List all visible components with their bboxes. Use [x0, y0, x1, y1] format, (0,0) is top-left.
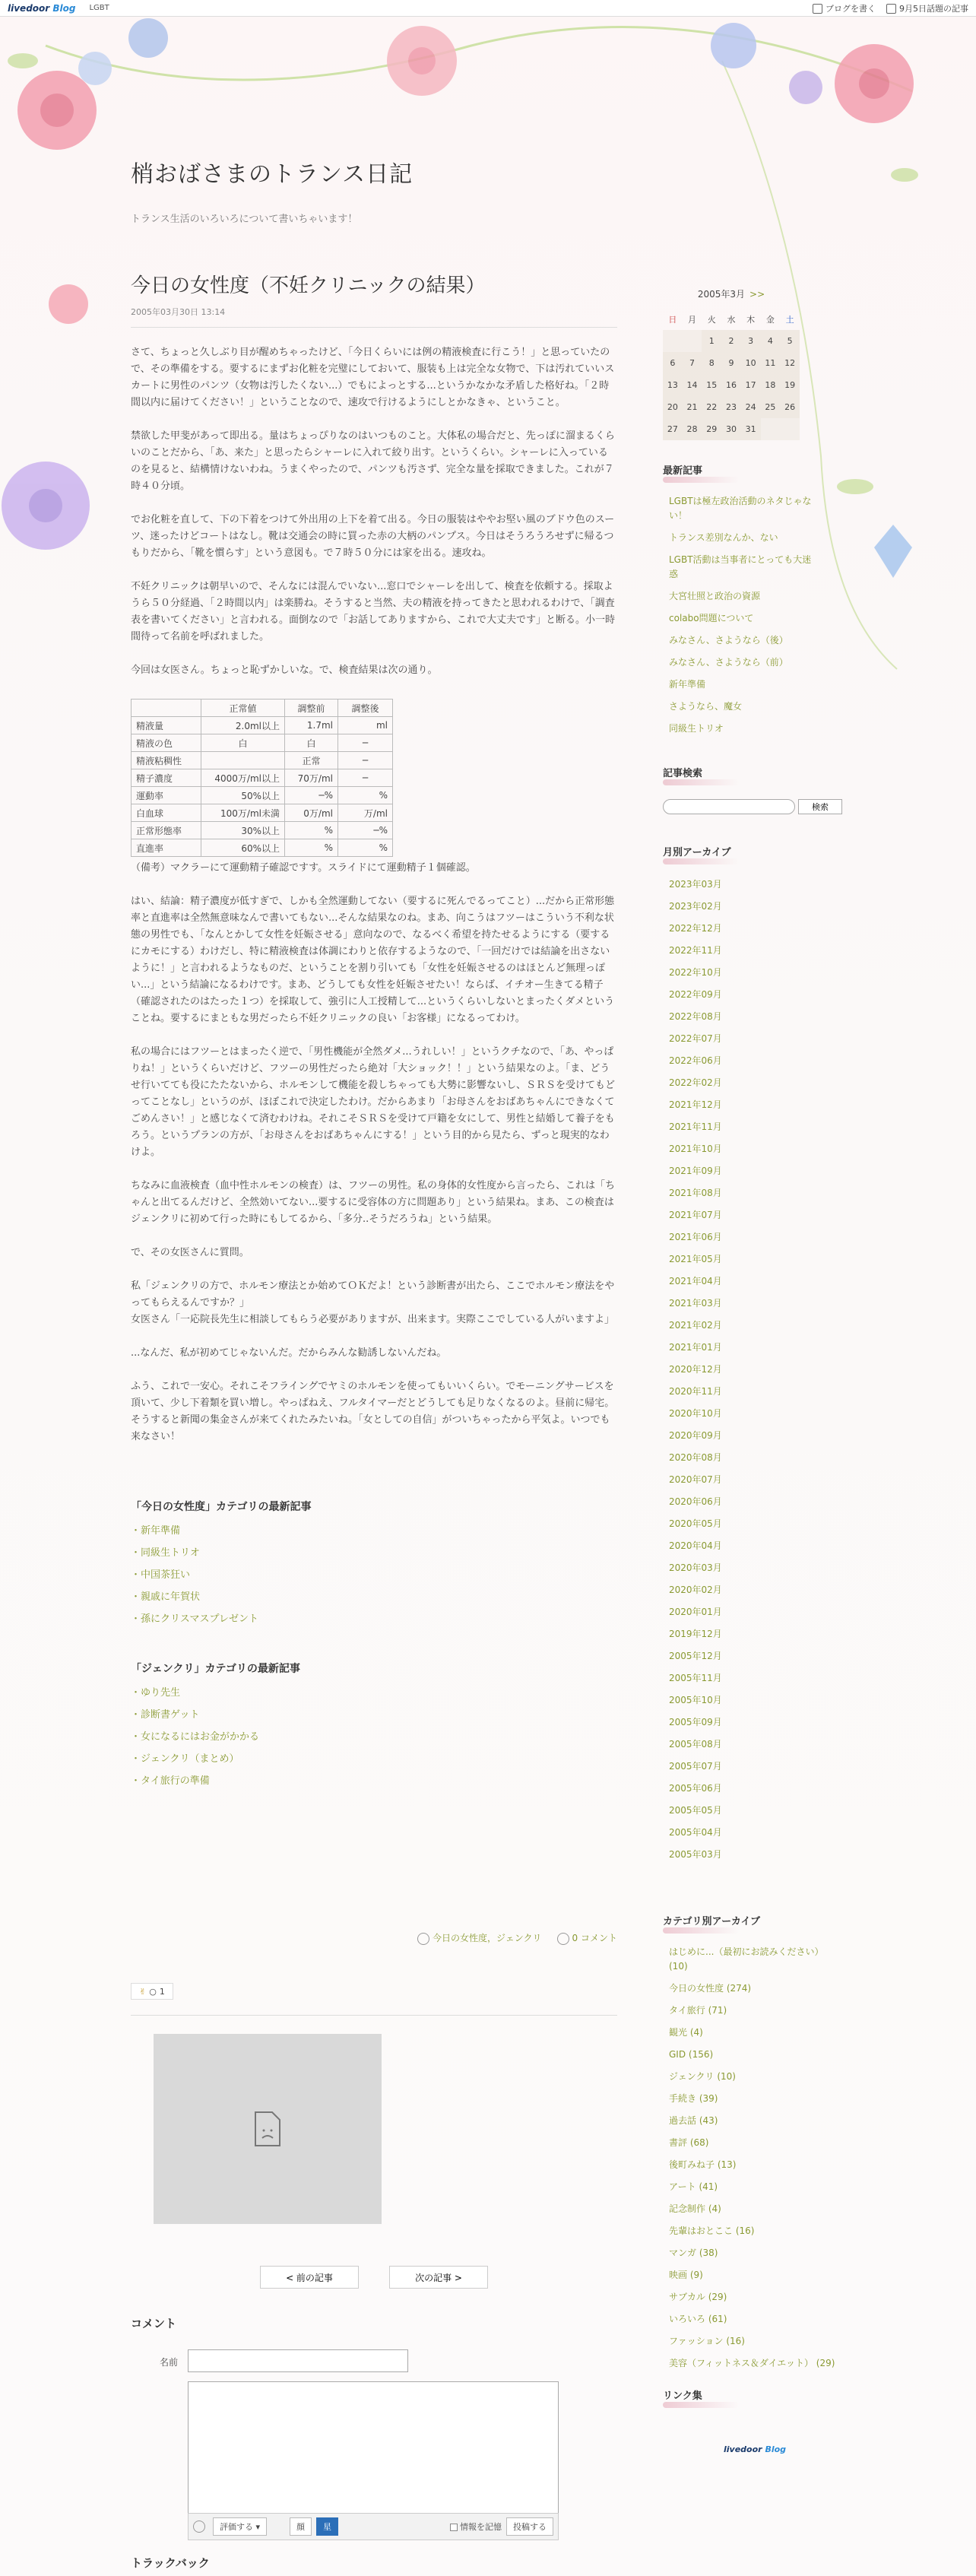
weekday-label: 水 [727, 314, 736, 325]
table-cell: 60%以上 [201, 839, 285, 857]
table-header: 正常値 [201, 700, 285, 717]
calendar-day [761, 418, 781, 440]
result-table [131, 699, 393, 857]
table-row [132, 717, 393, 734]
thumbs-up-icon: ✌ [139, 1986, 147, 1997]
weekday-label: 土 [785, 314, 794, 325]
like-separator: ○ [149, 1986, 157, 1997]
archive-month-link[interactable]: 2020年02月 [669, 1585, 722, 1595]
archive-month-link[interactable]: 2021年12月 [669, 1099, 722, 1110]
archive-month-link[interactable]: 2021年06月 [669, 1232, 722, 1242]
calendar-day: 30 [721, 418, 741, 440]
table-cell: % [285, 822, 338, 839]
calendar-day: 12 [780, 352, 800, 374]
calendar-next-link[interactable]: >> [749, 289, 765, 300]
divider [131, 327, 617, 328]
submit-comment-button[interactable]: 投稿する [506, 2517, 553, 2536]
table-cell: ml [338, 717, 393, 734]
category-archive-widget [663, 1913, 838, 2375]
calendar-widget [663, 287, 800, 440]
paragraph: で、その女医さんに質問。 [131, 1247, 249, 1258]
calendar-day: 19 [780, 374, 800, 396]
folder-icon [417, 1933, 429, 1945]
recent-post-link[interactable]: 新年準備 [669, 679, 706, 690]
category-link[interactable]: 後町みね子 (13) [669, 2159, 737, 2170]
related-heading: 「今日の女性度」カテゴリの最新記事 [131, 1501, 312, 1513]
calendar-day: 27 [663, 418, 683, 440]
category-link[interactable]: タイ旅行 (71) [669, 2005, 727, 2016]
table-header: 調整前 [285, 700, 338, 717]
recent-post-link[interactable]: LGBT活動は当事者にとっても大迷惑 [669, 554, 812, 579]
calendar-day: 24 [741, 396, 761, 418]
rate-dropdown[interactable]: 評価する ▾ [213, 2517, 267, 2536]
category-link[interactable]: マンガ (38) [669, 2248, 718, 2258]
table-cell: 1.7ml [285, 717, 338, 734]
calendar-day: 29 [702, 418, 721, 440]
archive-month-link[interactable]: 2005年06月 [669, 1783, 722, 1794]
search-button[interactable]: 検索 [798, 799, 842, 814]
calendar-day: 18 [761, 374, 781, 396]
post-meta [417, 1931, 617, 1945]
write-blog-link[interactable]: ブログを書く [813, 2, 876, 14]
weekday-label: 火 [707, 314, 716, 325]
related-link[interactable]: ・ 中国茶狂い [131, 1564, 617, 1586]
search-widget [663, 765, 845, 814]
comment-heading: コメント [131, 2317, 177, 2330]
post-body [131, 344, 617, 1445]
archive-month-link[interactable]: 2005年09月 [669, 1717, 722, 1727]
calendar-day: 3 [741, 330, 761, 352]
table-cell: % [338, 839, 393, 857]
calendar-day: 15 [702, 374, 721, 396]
name-input[interactable] [188, 2349, 408, 2372]
archive-month-link[interactable]: 2005年04月 [669, 1827, 722, 1838]
archive-month-link[interactable]: 2021年01月 [669, 1342, 722, 1353]
calendar-grid [663, 308, 800, 440]
calendar-day: 4 [761, 330, 781, 352]
category-link[interactable]: サブカル (29) [669, 2292, 727, 2302]
table-cell: 0万/ml [285, 804, 338, 822]
prev-post-button[interactable]: < 前の記事 [260, 2266, 359, 2289]
archive-month-link[interactable]: 2021年03月 [669, 1298, 722, 1309]
archive-month-link[interactable]: 2020年11月 [669, 1386, 722, 1397]
calendar-day [683, 330, 702, 352]
paragraph: はい、結論：精子濃度が低すぎで、しかも全然運動してない（要するに死んでるってこと）...だから正常形態率と直進率は全然無意味なんで書いてもない...そんな結果なのね。まあ、向こうはフツーはこういう不利な状態の男性でも、「なんとかして女性を妊娠させる」意向なので、なるべく希望を持たせるようにする（要するにカモにする）わけだし、特に精液検査は体調にわりと依存するようなので、「一回だけでは結論を出さないように！」と言われるようなものだ、ということを割り引いても「女性を妊娠させるのはほとんど無理っぽい...」という結論になるわけです。まあ、どうしても女性を妊娠させたい！ならば、イチオー生きてる精子（確認されたのはたった１つ）を採取して、強引に人工授精して...というくらいしないとまったくダメということね。要するにまともな男だったら不妊クリニックの良い「お客様」になるってわけ。 [131, 896, 615, 1024]
archive-month-link[interactable]: 2022年11月 [669, 945, 722, 956]
archive-month-link[interactable]: 2005年05月 [669, 1805, 722, 1816]
archive-month-link[interactable]: 2021年11月 [669, 1121, 722, 1132]
table-cell: 直進率 [132, 839, 201, 857]
weekday-label: 金 [765, 314, 775, 325]
links-widget [663, 2387, 800, 2454]
recent-post-link[interactable]: 大宮壮照と政治の資源 [669, 591, 761, 601]
calendar-day [780, 418, 800, 440]
calendar-day: 2 [721, 330, 741, 352]
table-cell: 白 [201, 734, 285, 752]
category-link[interactable]: ファッション (16) [669, 2336, 745, 2346]
calendar-day: 6 [663, 352, 683, 374]
table-cell: ─% [285, 787, 338, 804]
broken-image-icon [252, 2111, 283, 2147]
paragraph: 不妊クリニックは朝早いので、そんなには混んでいない...窓口でシャーレを出して、検査を依頼する。採取ようら５０分経過、「２時間以内」は楽勝ね。そうすると当然、夫の精液を持ってきたと思われるわけで、「調査表を書いてください」と言われる。面倒なので「お話してありますから、これで大丈夫です」と断る。小一時間待って名前を呼ばれました。 [131, 581, 616, 642]
category-link[interactable]: 今日の女性度，ジェンクリ [417, 1931, 542, 1945]
recent-posts-heading: 最新記事 [663, 462, 815, 481]
category-link[interactable]: 映画 (9) [669, 2270, 703, 2280]
ad-image-placeholder[interactable] [154, 2034, 382, 2224]
comment-textarea[interactable] [188, 2381, 559, 2514]
calendar-day: 10 [741, 352, 761, 374]
archive-heading: 月別アーカイブ [663, 844, 800, 863]
paragraph: 私の場合にはフツーとはまったく逆で、「男性機能が全然ダメ...うれしい！」というクチなので、「あ、やっぱりね！」というくらいだけど、フツーの男性だったら絶対「大ショック！！」という結果なのよ。「ま、どうせ行いてても役にたたないから、ホルモンして機能を殺しちゃっても大勢に影響ないし、ＳＲＳを受けてもどってことなし」というのが、ほぼこれで決定したわけ。だからあまり「お母さんをおばあちゃんにできなくてごめんさい！」と感じなくて済むわけね。それこそＳＲＳを受けて戸籍を女にして、男性と結婚して養子をもろう。というプランの方が、「お母さんをおばあちゃんにする！」という目的から見たら、ずっと現実的なわけよ。 [131, 1046, 616, 1158]
table-cell: 30%以上 [201, 822, 285, 839]
related-link[interactable]: ・ 同級生トリオ [131, 1542, 617, 1564]
archive-month-link[interactable]: 2022年10月 [669, 967, 722, 978]
table-cell: ─% [338, 822, 393, 839]
category-link[interactable]: 過去話 (43) [669, 2115, 718, 2126]
paragraph: ...なんだ、私が初めてじゃないんだ。だからみんな勧誘しないんだね。 [131, 1347, 447, 1359]
table-cell: ─ [338, 769, 393, 787]
paragraph: 私「ジェンクリの方で、ホルモン療法とか始めてＯＫだよ！という診断書が出たら、ここでホルモン療法をやってもらえるんですか？」 女医さん「一応院長先生に相談してもらう必要がありますが、出来ます。実際ここでしている人がいますよ」 [131, 1280, 615, 1325]
related-articles-today [131, 1499, 617, 1630]
table-header: 調整後 [338, 700, 393, 717]
calendar-day: 14 [683, 374, 702, 396]
blog-description: トランス生活のいろいろについて書いちゃいます！ [131, 214, 358, 225]
archive-month-link[interactable]: 2020年10月 [669, 1408, 722, 1419]
paragraph: でお化粧を直して、下の下着をつけて外出用の上下を着て出る。今日の服装はややお堅い風のブドウ色のスーツ、迷ったけどコートはなし。靴は交通会の時に買った赤の大柄のパンプス。今日はそうろうろせずに帰るつもりだから、「靴を慣らす」という意図も。で７時５０分には家を出る。速攻ね。 [131, 514, 615, 559]
archive-month-link[interactable]: 2005年07月 [669, 1761, 722, 1772]
archive-month-link[interactable]: 2023年02月 [669, 901, 722, 912]
table-cell: ─ [338, 752, 393, 769]
calendar-day: 5 [780, 330, 800, 352]
category-link[interactable]: ジェンクリ (10) [669, 2071, 736, 2082]
related-link[interactable]: ・ 孫にクリスマスプレゼント [131, 1608, 617, 1630]
category-link[interactable]: 記念制作 (4) [669, 2203, 721, 2214]
recent-post-link[interactable]: トランス差別なんか、ない [669, 532, 778, 543]
table-cell: 精液量 [132, 717, 201, 734]
calendar-day: 11 [761, 352, 781, 374]
calendar-icon [886, 4, 896, 14]
table-row [132, 787, 393, 804]
recent-post-link[interactable]: LGBTは極左政治活動のネタじゃない！ [669, 496, 812, 521]
emoji-icon[interactable] [193, 2520, 205, 2533]
table-cell: % [285, 839, 338, 857]
table-cell: 精液の色 [132, 734, 201, 752]
comment-icon [557, 1933, 569, 1945]
related-link[interactable]: ・ ゆり先生 [131, 1682, 617, 1704]
paragraph: ふう、これで一安心。それこそフライングでヤミのホルモンを使ってもいいくらい。でモーニングサービスを頂いて、少し下着類を買い増し。やっぱねえ、フルタイマーだとどうしても足りなくなるのよ。昼前に帰宅。そうすると新聞の集金さんが来てくれたみたいね。「女としての自信」がついちゃったから平気よ。いつでも来なさい！ [131, 1381, 615, 1442]
weekday-label: 日 [668, 314, 677, 325]
table-cell: 精液粘稠性 [132, 752, 201, 769]
calendar-day: 1 [702, 330, 721, 352]
table-cell: 4000万/ml以上 [201, 769, 285, 787]
archive-month-link[interactable]: 2021年10月 [669, 1144, 722, 1154]
like-button[interactable] [131, 1983, 173, 2000]
category-link[interactable]: 手続き (39) [669, 2093, 718, 2104]
archive-month-link[interactable]: 2005年10月 [669, 1695, 722, 1705]
archive-month-link[interactable]: 2022年07月 [669, 1033, 722, 1044]
archive-month-link[interactable]: 2022年02月 [669, 1077, 722, 1088]
paragraph: 今回は女医さん。ちょっと恥ずかしいな。で、検査結果は次の通り。 [131, 665, 438, 676]
name-label: 名前 [160, 2357, 179, 2368]
table-row [132, 822, 393, 839]
calendar-day: 7 [683, 352, 702, 374]
calendar-day [663, 330, 683, 352]
remember-checkbox[interactable]: 情報を記憶 [450, 2520, 502, 2533]
checkbox-icon [450, 2524, 458, 2531]
table-note: （備考）マクラーにて運動精子確認ですす。スライドにて運動精子１個確認。 [131, 862, 476, 874]
calendar-day: 20 [663, 396, 683, 418]
table-cell: 70万/ml [285, 769, 338, 787]
table-cell: ─ [338, 734, 393, 752]
calendar-day: 31 [741, 418, 761, 440]
main-column [131, 270, 617, 1792]
face-toggle[interactable]: 顔 [290, 2517, 312, 2536]
archive-month-link[interactable]: 2005年08月 [669, 1739, 722, 1750]
calendar-day: 22 [702, 396, 721, 418]
pencil-icon [813, 4, 822, 14]
table-cell: 白 [285, 734, 338, 752]
table-cell: 50%以上 [201, 787, 285, 804]
table-cell: % [338, 787, 393, 804]
recent-posts-widget [663, 462, 815, 740]
related-articles-genkuri [131, 1661, 617, 1792]
table-row [132, 804, 393, 822]
table-header [132, 700, 201, 717]
table-cell: 2.0ml以上 [201, 717, 285, 734]
table-cell: 万/ml [338, 804, 393, 822]
category-link[interactable]: GID (156) [669, 2049, 714, 2060]
related-link[interactable]: ・ 親戚に年賀状 [131, 1586, 617, 1608]
related-link[interactable]: ・ 女になるにはお金がかかる [131, 1726, 617, 1748]
related-link[interactable]: ・ タイ旅行の準備 [131, 1770, 617, 1792]
recent-post-link[interactable]: さようなら、魔女 [669, 701, 743, 712]
calendar-day: 17 [741, 374, 761, 396]
recent-post-link[interactable]: 同級生トリオ [669, 723, 724, 734]
weekday-label: 月 [688, 314, 697, 325]
related-link[interactable]: ・ ジェンクリ（まとめ） [131, 1748, 617, 1770]
paragraph: さて、ちょっと久しぶり目が醒めちゃったけど、「今日くらいには例の精液検査に行こう！」と思っていたので、その準備をする。要するにまずお化粧を完璧にしておいて、服装も上は完全な女物で、下は汚れていいスカートに男性のパンツ（女物は汚したくない...）でもによっとする...というかなかな矛盾した格好ね。「２時間以内に届けてください！」ということなので、速攻で行けるようにしとかなきゃ、ということ。 [131, 347, 615, 408]
archive-month-link[interactable]: 2005年03月 [669, 1849, 722, 1860]
calendar-day: 16 [721, 374, 741, 396]
comment-toolbar [188, 2513, 559, 2540]
table-cell [201, 752, 285, 769]
table-cell: 精子濃度 [132, 769, 201, 787]
archive-month-link[interactable]: 2023年03月 [669, 879, 722, 890]
calendar-day: 25 [761, 396, 781, 418]
archive-month-link[interactable]: 2020年05月 [669, 1518, 722, 1529]
weekday-label: 木 [746, 314, 756, 325]
recent-post-link[interactable]: みなさん、さようなら（前） [669, 657, 788, 668]
post-footer-area [131, 1931, 617, 2463]
category-link[interactable]: 観光 (4) [669, 2027, 703, 2038]
archive-month-link[interactable]: 2020年09月 [669, 1430, 722, 1441]
links-heading: リンク集 [663, 2387, 800, 2406]
category-link[interactable]: いろいろ (61) [669, 2314, 727, 2324]
category-link[interactable]: 今日の女性度 (274) [669, 1983, 752, 1994]
livedoor-blog-logo[interactable]: livedoor Blog [724, 2444, 787, 2454]
blog-title[interactable]: 梢おばさまのトランス日記 [131, 161, 414, 188]
archive-month-link[interactable]: 2021年02月 [669, 1320, 722, 1331]
trackback-heading: トラックバック [131, 2556, 210, 2570]
category-link[interactable]: 書評 (68) [669, 2137, 709, 2148]
calendar-title: 2005年3月 >> [697, 289, 765, 300]
livedoor-logo[interactable]: livedoor Blog [8, 2, 76, 14]
monthly-archive-widget [663, 844, 800, 1866]
post-date: 2005年03月30日 13:14 [131, 307, 226, 317]
table-cell: 正常形態率 [132, 822, 201, 839]
like-count: 1 [159, 1986, 165, 1997]
search-input[interactable] [663, 799, 795, 814]
related-heading: 「ジェンクリ」カテゴリの最新記事 [131, 1663, 300, 1675]
table-cell: 100万/ml未満 [201, 804, 285, 822]
recent-post-link[interactable]: colabo問題について [669, 613, 754, 623]
comment-count-link[interactable]: 0 コメント [557, 1931, 617, 1945]
calendar-day: 21 [683, 396, 702, 418]
related-link[interactable]: ・ 新年準備 [131, 1520, 617, 1542]
archive-month-link[interactable]: 2021年05月 [669, 1254, 722, 1264]
paragraph: ちなみに血液検査（血中性ホルモンの検査）は、フツーの男性。私の身体的女性度から言ったら、これは「ちゃんと出てるんだけど、全然効いてない...要するに受容体の方に問題あり」という結果ね。まあ、この検査はジェンクリに初めて行った時にもしてるから、「多分..そうだろうね」という結果。 [131, 1180, 616, 1225]
next-post-button[interactable]: 次の記事 > [389, 2266, 488, 2289]
table-row [132, 752, 393, 769]
category-heading: カテゴリ別アーカイブ [663, 1913, 838, 1932]
archive-month-link[interactable]: 2021年08月 [669, 1188, 722, 1198]
post-title[interactable]: 今日の女性度（不妊クリニックの結果） [131, 274, 486, 297]
archive-month-link[interactable]: 2021年09月 [669, 1166, 722, 1176]
archive-month-link[interactable]: 2005年11月 [669, 1673, 722, 1683]
archive-month-link[interactable]: 2022年09月 [669, 989, 722, 1000]
archive-month-link[interactable]: 2022年06月 [669, 1055, 722, 1066]
calendar-day: 28 [683, 418, 702, 440]
category-link[interactable]: 美容（フィットネス＆ダイエット） (29) [669, 2358, 835, 2368]
table-row [132, 734, 393, 752]
calendar-day: 23 [721, 396, 741, 418]
table-cell: 運動率 [132, 787, 201, 804]
archive-month-link[interactable]: 2020年12月 [669, 1364, 722, 1375]
table-row [132, 839, 393, 857]
category-link[interactable]: はじめに...（最初にお読みください） (10) [669, 1946, 824, 1972]
recent-post-link[interactable]: みなさん、さようなら（後） [669, 635, 788, 646]
divider [131, 2015, 617, 2016]
calendar-day: 9 [721, 352, 741, 374]
archive-month-link[interactable]: 2021年04月 [669, 1276, 722, 1286]
trending-link[interactable]: 9月5日話題の記事 [886, 2, 968, 14]
table-cell: 白血球 [132, 804, 201, 822]
archive-month-link[interactable]: 2020年03月 [669, 1562, 722, 1573]
calendar-day: 26 [780, 396, 800, 418]
archive-month-link[interactable]: 2019年12月 [669, 1629, 722, 1639]
archive-month-link[interactable]: 2022年08月 [669, 1011, 722, 1022]
archive-month-link[interactable]: 2020年06月 [669, 1496, 722, 1507]
archive-month-link[interactable]: 2020年07月 [669, 1474, 722, 1485]
table-row [132, 769, 393, 787]
table-cell: 正常 [285, 752, 338, 769]
category-link[interactable]: 先輩はおとここ (16) [669, 2225, 755, 2236]
archive-month-link[interactable]: 2022年12月 [669, 923, 722, 934]
archive-month-link[interactable]: 2020年04月 [669, 1540, 722, 1551]
archive-month-link[interactable]: 2005年12月 [669, 1651, 722, 1661]
archive-month-link[interactable]: 2020年08月 [669, 1452, 722, 1463]
livedoor-topbar [0, 0, 976, 17]
archive-month-link[interactable]: 2021年07月 [669, 1210, 722, 1220]
topbar-tag[interactable]: LGBT [89, 4, 109, 12]
calendar-day: 13 [663, 374, 683, 396]
calendar-day: 8 [702, 352, 721, 374]
related-link[interactable]: ・ 診断書ゲット [131, 1704, 617, 1726]
archive-month-link[interactable]: 2020年01月 [669, 1607, 722, 1617]
paragraph: 禁欲した甲斐があって即出る。量はちょっぴりなのはいつものこと。大体私の場合だと、先っぽに溜まるくらいのことだから、「あ、来た」と思ったらシャーレに入れて絞り出す。というくらい。シャーレに入っているのを見ると、結構情けないわね。うまくやったので、パンツも汚さず、完全な量を採取できました。これが７時４０分頃。 [131, 430, 615, 492]
search-heading: 記事検索 [663, 765, 845, 784]
category-link[interactable]: アート (41) [669, 2181, 718, 2192]
star-toggle[interactable]: 星 [316, 2517, 338, 2536]
